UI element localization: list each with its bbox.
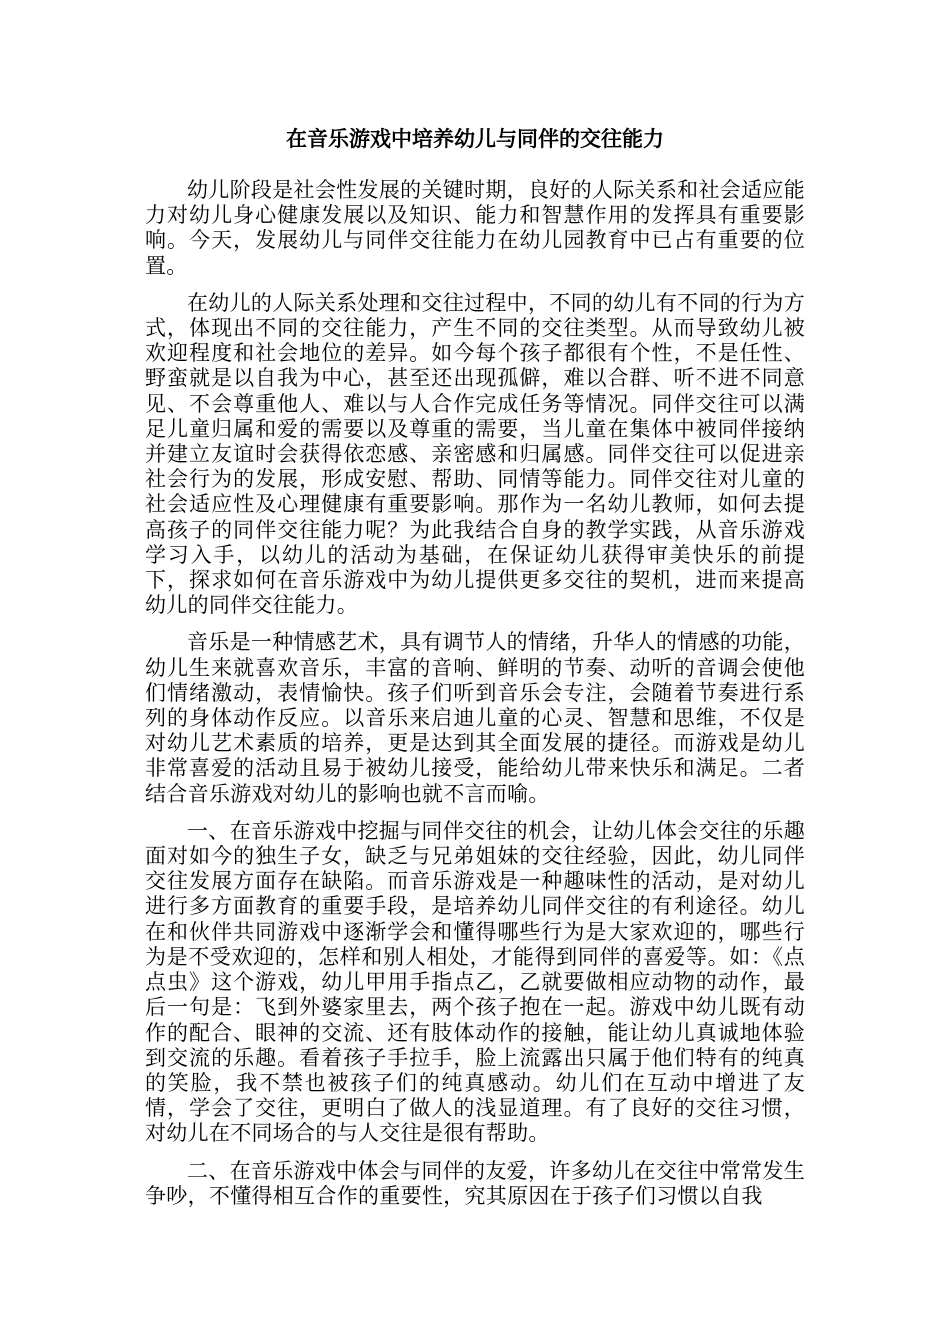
paragraph-music-emotion: 音乐是一种情感艺术，具有调节人的情绪，升华人的情感的功能，幼儿生来就喜欢音乐，丰富的音响、鲜明的节奏、动听的音调会使他们情绪激动，表情愉快。孩子们听到音乐会专注，会随着节奏进行系列的身体动作反应。以音乐来启迪儿童的心灵、智慧和思维，不仅是对幼儿艺术素质的培养，更是达到其全面发展的捷径。而游戏是幼儿非常喜爱的活动且易于被幼儿接受，能给幼儿带来快乐和满足。二者结合音乐游戏对幼儿的影响也就不言而喻。 — [145, 630, 805, 806]
paragraph-intro: 幼儿阶段是社会性发展的关键时期，良好的人际关系和社会适应能力对幼儿身心健康发展以及知识、能力和智慧作用的发挥具有重要影响。今天，发展幼儿与同伴交往能力在幼儿园教育中已占有重要的位置。 — [145, 178, 805, 278]
paragraph-peer-relations: 在幼儿的人际关系处理和交往过程中，不同的幼儿有不同的行为方式，体现出不同的交往能力，产生不同的交往类型。从而导致幼儿被欢迎程度和社会地位的差异。如今每个孩子都很有个性，不是任性、野蛮就是以自我为中心，甚至还出现孤僻，难以合群、听不进不同意见、不会尊重他人、难以与人合作完成任务等情况。同伴交往可以满足儿童归属和爱的需要以及尊重的需要，当儿童在集体中被同伴接纳并建立友谊时会获得依恋感、亲密感和归属感。同伴交往可以促进亲社会行为的发展，形成安慰、帮助、同情等能力。同伴交往对儿童的社会适应性及心理健康有重要影响。那作为一名幼儿教师，如何去提高孩子的同伴交往能力呢？为此我结合自身的教学实践，从音乐游戏学习入手，以幼儿的活动为基础，在保证幼儿获得审美快乐的前提下，探求如何在音乐游戏中为幼儿提供更多交往的契机，进而来提高幼儿的同伴交往能力。 — [145, 290, 805, 618]
paragraph-section-one: 一、在音乐游戏中挖掘与同伴交往的机会，让幼儿体会交往的乐趣面对如今的独生子女，缺乏与兄弟姐妹的交往经验，因此，幼儿同伴交往发展方面存在缺陷。而音乐游戏是一种趣味性的活动，是对幼儿进行多方面教育的重要手段，是培养幼儿同伴交往的有利途径。幼儿在和伙伴共同游戏中逐渐学会和懂得哪些行为是大家欢迎的，哪些行为是不受欢迎的，怎样和别人相处，才能得到同伴的喜爱等。如：《点点虫》这个游戏，幼儿甲用手指点乙，乙就要做相应动物的动作，最后一句是：飞到外婆家里去，两个孩子抱在一起。游戏中幼儿既有动作的配合、眼神的交流、还有肢体动作的接触，能让幼儿真诚地体验到交流的乐趣。看着孩子手拉手，脸上流露出只属于他们特有的纯真的笑脸，我不禁也被孩子们的纯真感动。幼儿们在互动中增进了友情，学会了交往，更明白了做人的浅显道理。有了良好的交往习惯，对幼儿在不同场合的与人交往是很有帮助。 — [145, 818, 805, 1146]
document-title: 在音乐游戏中培养幼儿与同伴的交往能力 — [286, 127, 664, 151]
document-body — [145, 178, 805, 1221]
paragraph-section-two: 二、在音乐游戏中体会与同伴的友爱，许多幼儿在交往中常常发生争吵，不懂得相互合作的重要性，究其原因在于孩子们习惯以自我 — [145, 1158, 805, 1208]
